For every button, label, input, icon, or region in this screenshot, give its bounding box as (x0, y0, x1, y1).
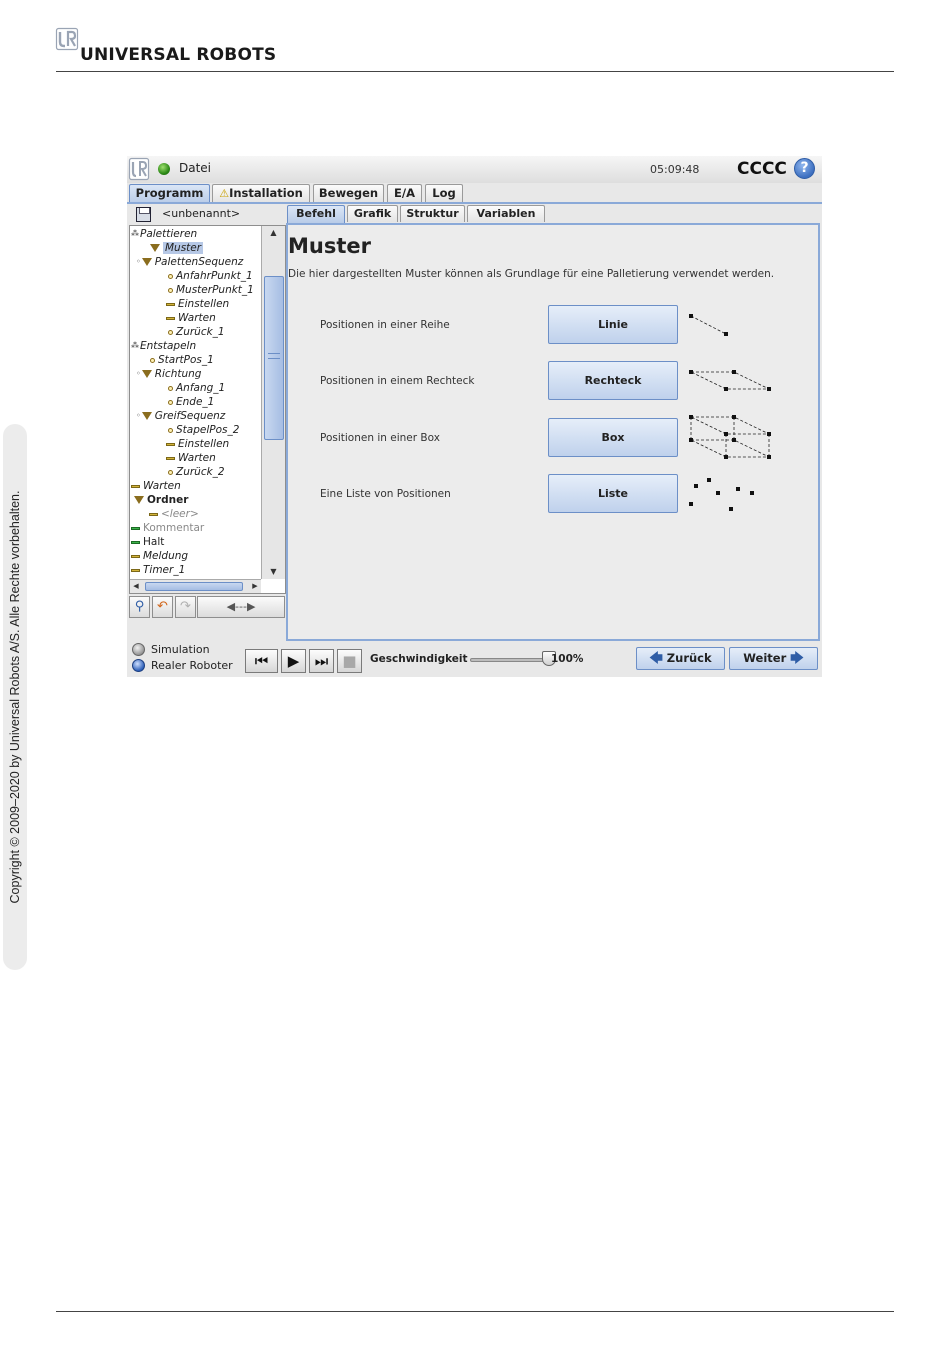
scroll-down-icon[interactable]: ▼ (270, 567, 277, 576)
waypoint-icon (168, 400, 173, 405)
tab-grafik[interactable] (347, 205, 398, 222)
pattern-row-label: Positionen in einer Reihe (320, 319, 450, 331)
node-icon: ⁂ (131, 341, 139, 350)
status-led-icon (158, 163, 170, 175)
tree-item-label: Palettieren (140, 228, 198, 240)
tree-item[interactable] (136, 409, 225, 423)
copyright-text: Copyright © 2009–2020 by Universal Robots A/S. Alle Rechte vorbehalten. (8, 490, 22, 904)
stop-button[interactable] (337, 649, 362, 673)
tab-label: Grafik (353, 207, 392, 220)
pattern-row-label: Positionen in einer Box (320, 432, 440, 444)
simulation-radio[interactable] (132, 643, 145, 656)
tree-item-label: AnfahrPunkt_1 (176, 270, 253, 282)
speed-slider[interactable] (470, 658, 547, 662)
brand-name: UNIVERSAL ROBOTS (80, 45, 277, 65)
pattern-row-label: Eine Liste von Positionen (320, 488, 451, 500)
tree-item[interactable] (168, 325, 225, 339)
tab-bewegen[interactable] (313, 184, 384, 202)
move-node-button[interactable] (197, 596, 285, 618)
robot-name: CCCC (737, 159, 787, 179)
command-icon (149, 513, 158, 516)
tab-label: Struktur (406, 207, 459, 220)
tree-item[interactable] (131, 227, 197, 241)
tree-item[interactable] (131, 549, 188, 563)
step-button[interactable] (309, 649, 334, 673)
simulation-label: Simulation (151, 643, 210, 656)
tree-item-label: Timer_1 (143, 564, 186, 576)
scroll-left-icon[interactable]: ◀ (133, 582, 139, 590)
tree-item-label: Warten (178, 452, 216, 464)
program-tree-panel (129, 205, 286, 641)
tree-item-label: MusterPunkt_1 (176, 284, 254, 296)
tree-item[interactable] (168, 269, 253, 283)
command-panel (286, 223, 820, 641)
liste-button[interactable]: Liste (548, 474, 678, 513)
tree-item-label: <leer> (161, 508, 199, 520)
tree-item[interactable] (131, 479, 181, 493)
tree-item[interactable] (131, 521, 204, 535)
waypoint-icon (168, 428, 173, 433)
tree-item-label: StapelPos_2 (176, 424, 240, 436)
tree-item[interactable] (168, 283, 254, 297)
tree-item[interactable] (131, 339, 196, 353)
tab-struktur[interactable] (400, 205, 465, 222)
next-button[interactable] (729, 647, 818, 670)
page-description: Die hier dargestellten Muster können als Grundlage für eine Palletierung verwendet werden. (288, 268, 775, 280)
real-robot-label: Realer Roboter (151, 659, 233, 672)
waypoint-icon (150, 358, 155, 363)
tab-label: E/A (394, 186, 415, 200)
copyright-sidebar (3, 424, 27, 970)
arrow-left-icon: 🡄 (649, 651, 663, 666)
tree-item[interactable] (150, 241, 203, 255)
command-icon (131, 569, 140, 572)
tree-item-label: Richtung (154, 368, 202, 380)
tree-item[interactable] (149, 507, 199, 521)
rectangle-pattern-icon (688, 367, 778, 399)
tree-toolbar (129, 595, 286, 619)
folder-triangle-icon (142, 370, 152, 378)
tree-item[interactable] (136, 255, 243, 269)
tree-item-label: GreifSequenz (154, 410, 226, 422)
tree-items (130, 226, 261, 579)
tab-label: Installation (229, 186, 303, 200)
ur-logo-icon (129, 158, 149, 180)
scroll-thumb[interactable] (145, 582, 243, 591)
rewind-button[interactable] (245, 649, 278, 673)
tree-item[interactable] (150, 353, 214, 367)
scroll-thumb[interactable] (264, 276, 284, 440)
universal-robots-logo (56, 28, 276, 68)
tree-item[interactable] (166, 437, 229, 451)
tree-item-label: StartPos_1 (158, 354, 214, 366)
tree-item[interactable] (131, 563, 185, 577)
folder-triangle-icon (134, 496, 144, 504)
tab-installation[interactable] (212, 184, 310, 202)
tree-vertical-scrollbar[interactable] (261, 226, 285, 579)
tree-item-label: Zurück_1 (176, 326, 225, 338)
file-menu[interactable]: Datei (179, 161, 212, 175)
tab-label: Bewegen (318, 186, 379, 200)
move-arrows-icon: ◀---▶ (226, 600, 256, 613)
tree-item[interactable] (131, 535, 164, 549)
play-icon: ▶ (287, 652, 300, 670)
tree-item[interactable] (168, 465, 225, 479)
tab-label: Variablen (476, 207, 536, 220)
tab-programm[interactable] (129, 184, 210, 203)
command-green-icon (131, 541, 140, 544)
tree-item-label: Ende_1 (176, 396, 215, 408)
real-robot-radio[interactable] (132, 659, 145, 672)
tree-item-label: Halt (143, 536, 165, 548)
tree-item-label: PalettenSequenz (154, 256, 244, 268)
pattern-row-label: Positionen in einem Rechteck (320, 375, 475, 387)
waypoint-icon (168, 386, 173, 391)
folder-triangle-icon (142, 258, 152, 266)
skip-forward-icon: ⏭ (314, 652, 329, 670)
expand-icon: ◦ (136, 257, 141, 266)
back-label: Zurück (666, 651, 712, 665)
tree-item-label: Anfang_1 (176, 382, 226, 394)
node-icon: ⁂ (131, 229, 139, 238)
list-pattern-icon (688, 475, 778, 515)
tab-befehl[interactable] (287, 205, 345, 223)
skip-back-icon: ⏮ (254, 652, 269, 670)
tree-item[interactable] (136, 367, 201, 381)
tree-item-label: Entstapeln (140, 340, 197, 352)
command-icon (166, 317, 175, 320)
clock: 05:09:48 (650, 163, 700, 176)
tab-log[interactable] (425, 184, 463, 202)
command-icon (131, 555, 140, 558)
speed-label: Geschwindigkeit (370, 653, 468, 665)
expand-icon: ◦ (136, 411, 141, 420)
arrow-right-icon: 🡆 (790, 651, 804, 666)
redo-button[interactable] (175, 596, 196, 618)
bottom-bar (127, 641, 822, 677)
tab-variablen[interactable] (467, 205, 545, 222)
help-button[interactable]: ? (794, 158, 815, 179)
program-name: <unbenannt> (162, 207, 241, 220)
tree-item-label: Kommentar (143, 522, 205, 534)
undo-icon: ↶ (157, 599, 168, 614)
grip-icon (268, 353, 280, 359)
program-header (129, 205, 286, 224)
tab-label: Log (432, 186, 456, 200)
polyscope-window (127, 156, 822, 677)
tree-item[interactable] (134, 493, 188, 507)
rechteck-button[interactable]: Rechteck (548, 361, 678, 400)
tab-underline (127, 202, 822, 204)
play-button[interactable] (281, 649, 306, 673)
folder-triangle-icon (142, 412, 152, 420)
tree-item-label: Zurück_2 (176, 466, 225, 478)
title-bar (127, 156, 822, 183)
tree-item-label: Einstellen (178, 438, 230, 450)
undo-button[interactable] (152, 596, 173, 618)
box-button[interactable]: Box (548, 418, 678, 457)
waypoint-icon (168, 470, 173, 475)
header-rule (56, 71, 894, 72)
tab-label: Befehl (296, 207, 336, 220)
search-icon: ⚲ (134, 599, 145, 614)
program-tree (129, 225, 286, 594)
speed-value: 100% (551, 653, 584, 665)
tree-item[interactable] (166, 311, 216, 325)
linie-button[interactable]: Linie (548, 305, 678, 344)
tree-item[interactable] (168, 395, 214, 409)
command-icon (166, 443, 175, 446)
scroll-right-icon[interactable]: ▶ (252, 582, 258, 590)
tree-item[interactable] (166, 297, 229, 311)
stop-icon: ■ (342, 652, 357, 670)
waypoint-icon (168, 330, 173, 335)
next-label: Weiter (743, 651, 787, 665)
search-button[interactable] (129, 596, 150, 618)
page-title: Muster (288, 234, 371, 258)
line-pattern-icon (688, 311, 778, 341)
expand-icon: ◦ (136, 369, 141, 378)
save-icon[interactable] (136, 207, 151, 222)
footer-rule (56, 1311, 894, 1312)
tree-item-label: Ordner (147, 494, 189, 506)
waypoint-icon (168, 288, 173, 293)
ur-logo-icon (56, 28, 78, 50)
redo-icon: ↷ (180, 599, 191, 614)
box-pattern-icon (688, 413, 778, 465)
tree-item[interactable] (168, 381, 225, 395)
tree-item-label: Warten (143, 480, 181, 492)
tree-item-label: Warten (178, 312, 216, 324)
tab-label: Programm (135, 186, 204, 200)
tree-item[interactable] (166, 451, 216, 465)
waypoint-icon (168, 274, 173, 279)
command-icon (166, 457, 175, 460)
command-green-icon (131, 527, 140, 530)
command-icon (131, 485, 140, 488)
tree-item-label: Meldung (143, 550, 189, 562)
tree-item-label: Einstellen (178, 298, 230, 310)
folder-triangle-icon (150, 244, 160, 252)
back-button[interactable] (636, 647, 725, 670)
tree-item-label: Muster (165, 242, 202, 254)
tree-item[interactable] (168, 423, 239, 437)
warning-icon: ⚠ (219, 187, 230, 200)
tab-ea[interactable] (387, 184, 422, 202)
command-icon (166, 303, 175, 306)
scroll-up-icon[interactable]: ▲ (270, 228, 277, 237)
tree-horizontal-scrollbar[interactable] (130, 579, 261, 593)
